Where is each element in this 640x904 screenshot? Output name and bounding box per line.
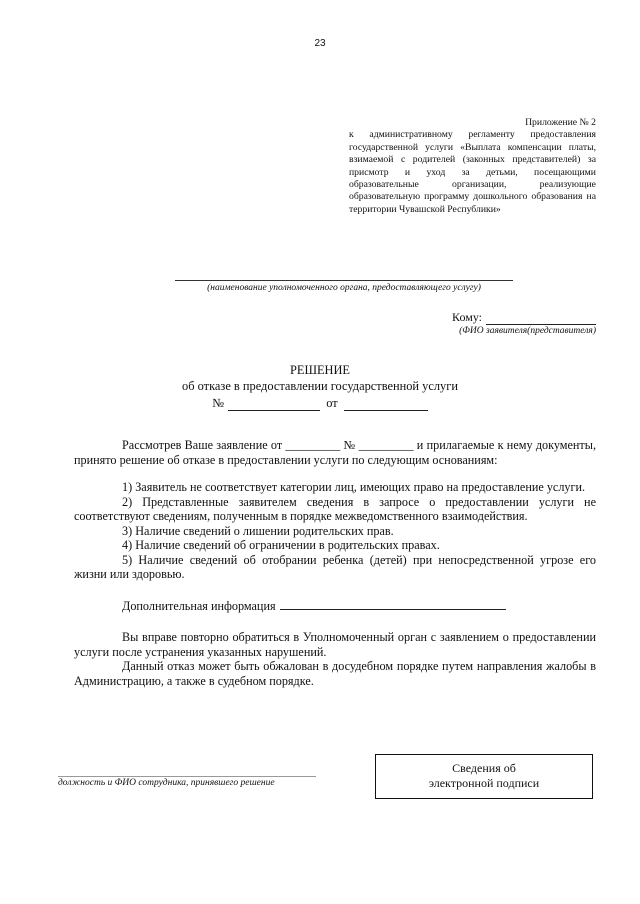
additional-info-label: Дополнительная информация: [122, 598, 276, 613]
decision-body: [74, 438, 596, 688]
reason-3: 3) Наличие сведений о лишении родительских прав.: [122, 523, 394, 538]
intro-paragraph: Рассмотрев Ваше заявление от _________ № _________ и прилагаемые к нему документы, принято решение об отказе в предоставлении услуги по следующим основаниям:: [74, 438, 596, 467]
repeat-notice: Вы вправе повторно обратиться в Уполномоченный орган с заявлением о предоставлении услуги после устранения указанных нарушений.: [74, 630, 596, 659]
appendix-text: к административному регламенту предоставления государственной услуги «Выплата компенсации платы, взимаемой с родителей (законных представителей) за присмотр и уход за детьми, посещающими образовательные организации, реализующие образовательную программу дошкольного образования на территории Чувашской Республики»: [349, 129, 596, 215]
organ-name-line: [175, 270, 513, 281]
decision-number-line: [0, 395, 640, 411]
decision-title: РЕШЕНИЕ: [290, 363, 350, 377]
decision-subtitle: об отказе в предоставлении государственной услуги: [182, 379, 458, 393]
recipient-caption: (ФИО заявителя(представителя): [459, 326, 596, 336]
decision-heading: [0, 362, 640, 411]
reason-4: 4) Наличие сведений об ограничении в родительских правах.: [122, 538, 440, 552]
signature-box-line-1: Сведения об: [452, 761, 516, 775]
reason-5: 5) Наличие сведений об отобрании ребенка (детей) при непосредственной угрозе его жизни или здоровью.: [74, 552, 596, 581]
organ-name-field: [175, 270, 513, 293]
recipient-line: [486, 312, 596, 325]
signer-field: [58, 770, 328, 788]
signer-caption: должность и ФИО сотрудника, принявшего решение: [58, 778, 275, 788]
appendix-title: Приложение № 2: [525, 117, 596, 128]
appendix-block: [349, 117, 596, 216]
organ-name-caption: (наименование уполномоченного органа, предоставляющего услугу): [207, 283, 481, 293]
recipient-block: [416, 310, 596, 336]
decision-date-label: от: [326, 396, 338, 410]
decision-date-blank: [344, 398, 428, 411]
reason-2: 2) Представленные заявителем сведения в запросе о предоставлении услуги не соответствуют сведениям, полученным в порядке межведомственного взаимодействия.: [74, 494, 596, 523]
signer-line: [58, 770, 316, 777]
appeal-notice: Данный отказ может быть обжалован в досудебном порядке путем направления жалобы в Администрацию, а также в судебном порядке.: [74, 659, 596, 688]
electronic-signature-box: [375, 754, 593, 799]
page-number: 23: [314, 38, 326, 49]
additional-info: [74, 599, 596, 614]
recipient-label: Кому:: [452, 310, 482, 324]
reason-1: 1) Заявитель не соответствует категории лиц, имеющих право на предоставление услуги.: [122, 480, 586, 494]
additional-info-line: [280, 599, 506, 610]
signature-box-line-2: электронной подписи: [428, 776, 540, 790]
decision-number-blank: [228, 398, 320, 411]
decision-number-label: №: [212, 396, 225, 410]
